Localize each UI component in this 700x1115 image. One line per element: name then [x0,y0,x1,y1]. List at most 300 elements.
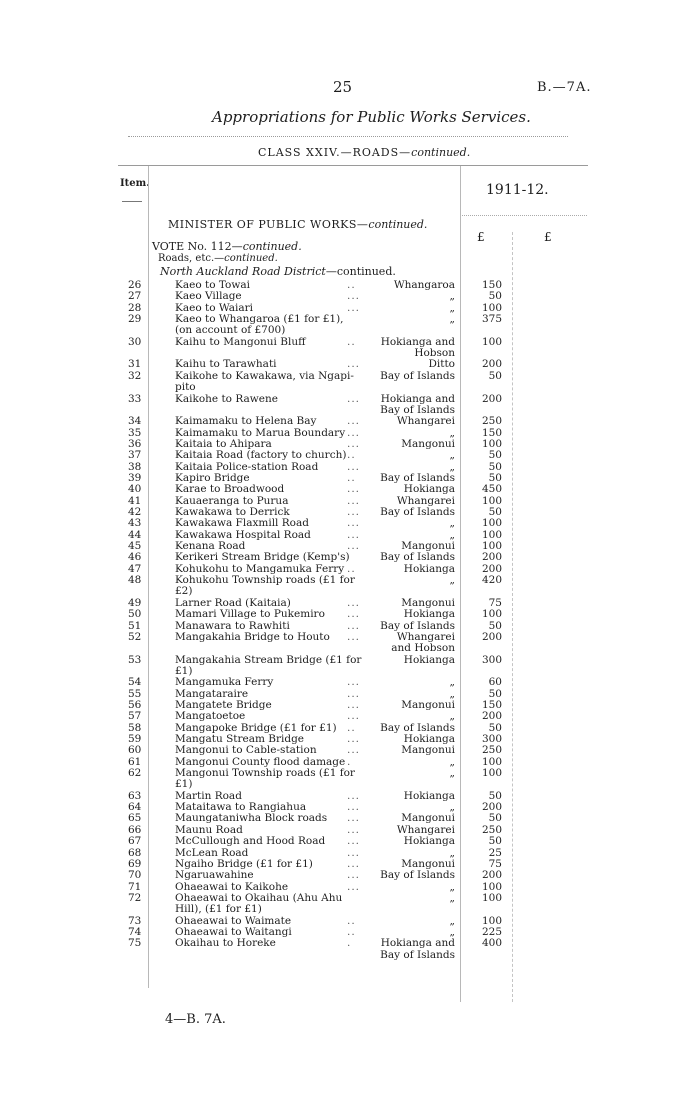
leader-dots: ... [347,857,361,870]
class-heading [258,146,470,159]
road-description: Larner Road (Kaitaia) [175,596,291,609]
amount-value: 100 [481,755,502,768]
electoral-district-continued: Hobson [414,347,455,360]
table-row [0,893,700,916]
road-description: Mangatoetoe [175,710,246,723]
table-row [0,416,700,427]
amount-value: 50 [488,290,502,303]
minister-heading-suffix: continued. [368,218,428,231]
amount-value: 150 [481,698,502,711]
electoral-district: Hokianga and [380,335,455,348]
road-description: Mangapoke Bridge (£1 for £1) [175,721,337,734]
item-column-header: Item. [120,178,150,189]
electoral-district: „ [449,426,455,439]
leader-dots: ... [347,437,361,450]
table-row [0,518,700,529]
leader-dots: ... [347,880,361,893]
road-description: Mangataraire [175,687,249,700]
road-description: Kawakawa Flaxmill Road [175,517,309,530]
electoral-district: Hokianga and [380,937,455,950]
amount-value: 75 [488,857,502,870]
leader-dots: ... [347,494,361,507]
road-description: McCullough and Hood Road [175,835,326,848]
electoral-district: „ [449,846,455,859]
leader-dots: ... [347,301,361,314]
roads-subheading [158,253,278,264]
road-description-continued: £1) [175,664,193,677]
electoral-district: Mangonui [401,596,455,609]
table-row [0,609,700,620]
item-number: 47 [128,562,142,575]
leader-dots: ... [347,687,361,700]
page-title: Appropriations for Public Works Services. [212,108,531,126]
electoral-district: Bay of Islands [380,506,455,518]
table-row [0,450,700,461]
item-number: 58 [128,721,142,734]
item-header-underline [122,201,142,202]
leader-dots: ... [347,517,361,530]
electoral-district: Bay of Islands [380,869,455,882]
road-description-continued: pito [175,381,196,394]
electoral-district: „ [449,687,455,700]
leader-dots: ... [347,528,361,541]
leader-dots: ... [347,460,361,473]
item-number: 57 [128,710,142,723]
electoral-district: Whangaroa [393,279,455,291]
road-description: Kaeo Village [175,290,242,303]
electoral-district: „ [449,574,455,587]
amount-value: 250 [481,415,502,428]
table-row [0,337,700,360]
road-description: Kaihu to Mangonui Bluff [175,335,306,348]
road-description: Kaikohe to Rawene [175,392,278,405]
electoral-district: „ [449,801,455,814]
table-row [0,371,700,394]
page-number: 25 [333,78,353,96]
item-number: 55 [128,687,142,700]
electoral-district: Hokianga [403,483,455,496]
item-number: 54 [128,676,142,689]
leader-dots: ... [347,710,361,723]
amount-value: 400 [481,937,502,950]
amount-value: 50 [488,687,502,700]
roads-subheading-prefix: Roads, etc.— [158,253,225,264]
class-heading-prefix: CLASS XXIV.—ROADS— [258,146,412,159]
amount-value: 50 [488,449,502,462]
amount-value: 200 [481,801,502,814]
electoral-district: „ [449,460,455,473]
road-description: Kaikohe to Kawakawa, via Ngapi- [175,369,354,382]
road-description: Kohukohu to Mangamuka Ferry [175,562,345,575]
leader-dots: ... [347,483,361,496]
item-number: 30 [128,335,142,348]
leader-dots: ... [347,676,361,689]
electoral-district: Whangarei [396,630,455,643]
item-number: 64 [128,801,142,814]
amount-value: 50 [488,619,502,632]
amount-value: 200 [481,869,502,882]
leader-dots: ... [347,426,361,439]
table-row [0,882,700,893]
road-description: Manawara to Rawhiti [175,619,290,632]
electoral-district: Whangarei [396,823,455,836]
item-number: 49 [128,596,142,609]
road-description: Mamari Village to Pukemiro [175,608,325,621]
road-description: Ngaiho Bridge (£1 for £1) [175,857,313,870]
electoral-district-continued: Bay of Islands [380,948,455,961]
vote-heading [152,240,302,253]
amount-value: 100 [481,767,502,780]
item-number: 36 [128,437,142,450]
leader-dots: .. [347,925,356,938]
amount-value: 375 [481,313,502,326]
amount-value: 100 [481,608,502,621]
electoral-district: „ [449,517,455,530]
leader-dots: ... [347,506,361,518]
amount-value: 100 [481,517,502,530]
item-number: 26 [128,279,142,291]
amount-value: 225 [481,925,502,938]
amount-value: 100 [481,335,502,348]
item-number: 32 [128,369,142,382]
leader-dots: ... [347,415,361,428]
leader-dots: ... [347,846,361,859]
leader-dots: ... [347,540,361,553]
road-description: Mangatete Bridge [175,698,272,711]
district-subheading [160,265,396,278]
road-description: Ohaeawai to Okaihau (Ahu Ahu [175,891,343,904]
item-number: 38 [128,460,142,473]
table-top-rule [118,165,588,166]
item-number: 35 [128,426,142,439]
minister-heading-prefix: MINISTER OF PUBLIC WORKS— [168,218,369,231]
item-number: 45 [128,540,142,553]
leader-dots: .. [347,279,356,291]
table-row [0,655,700,678]
electoral-district: Mangonui [401,812,455,825]
road-description: Mangakahia Bridge to Houto [175,630,330,643]
electoral-district: Whangarei [396,415,455,428]
leader-dots: ... [347,812,361,825]
leader-dots: ... [347,630,361,643]
leader-dots: ... [347,835,361,848]
road-description: Ohaeawai to Waimate [175,914,292,927]
amount-value: 50 [488,721,502,734]
road-description: Mangatu Stream Bridge [175,733,305,745]
leader-dots: .. [347,914,356,927]
amount-value: 50 [488,506,502,518]
item-number: 51 [128,619,142,632]
amount-value: 50 [488,369,502,382]
currency-symbol-2: £ [544,230,552,244]
electoral-district: „ [449,891,455,904]
item-number: 41 [128,494,142,507]
table-row [0,711,700,722]
leader-dots: ... [347,698,361,711]
road-description: Kaeo to Whangaroa (£1 for £1), [175,313,344,326]
road-description: Mangamuka Ferry [175,676,274,689]
leader-dots: ... [347,596,361,609]
item-number: 72 [128,891,142,904]
electoral-district: „ [449,313,455,326]
leader-dots: ... [347,869,361,882]
road-description: Kaeo to Towai [175,279,250,291]
item-number: 68 [128,846,142,859]
item-number: 44 [128,528,142,541]
electoral-district: Bay of Islands [380,369,455,382]
road-description: Mangonui Township roads (£1 for [175,767,355,780]
electoral-district: Hokianga and [380,392,455,405]
road-description: Ohaeawai to Kaikohe [175,880,289,893]
item-number: 70 [128,869,142,882]
table-row [0,870,700,881]
amount-value: 200 [481,630,502,643]
leader-dots: ... [347,392,361,405]
leader-dots: .. [347,471,356,484]
amount-value: 300 [481,653,502,666]
table-row [0,745,700,756]
leader-dots: ... [347,744,361,757]
electoral-district: „ [449,290,455,303]
leader-dots: ... [347,619,361,632]
electoral-district: „ [449,755,455,768]
table-row [0,314,700,337]
electoral-district: Whangarei [396,494,455,507]
item-number: 63 [128,789,142,802]
road-description: Kaitaia Road (factory to church) [175,449,347,462]
road-description: Kaitaia to Ahipara [175,437,272,450]
electoral-district: „ [449,449,455,462]
road-description: Mangakahia Stream Bridge (£1 for [175,653,362,666]
item-number: 71 [128,880,142,893]
amount-value: 50 [488,812,502,825]
amount-value: 100 [481,540,502,553]
electoral-district: Hokianga [403,835,455,848]
item-number: 73 [128,914,142,927]
leader-dots: ... [347,290,361,303]
road-description: Kohukohu Township roads (£1 for [175,574,355,587]
leader-dots: .. [347,449,356,462]
amount-value: 100 [481,880,502,893]
amount-value: 150 [481,279,502,291]
electoral-district: „ [449,767,455,780]
item-number: 27 [128,290,142,303]
road-description: Karae to Broadwood [175,483,285,496]
item-number: 67 [128,835,142,848]
table-row [0,541,700,552]
district-suffix: —continued. [325,265,396,278]
road-description: Mangonui County flood damage [175,755,346,768]
item-number: 39 [128,471,142,484]
amount-value: 25 [488,846,502,859]
table-row [0,768,700,791]
road-description: Kawakawa to Derrick [175,506,290,518]
road-description: Ngaruawahine [175,869,254,882]
electoral-district-continued: and Hobson [391,642,455,655]
amount-value: 100 [481,494,502,507]
item-number: 61 [128,755,142,768]
road-description-continued: £2) [175,585,193,598]
table-row [0,677,700,688]
title-rule [128,136,568,137]
vote-heading-prefix: VOTE No. 112— [152,240,243,253]
road-description: Kerikeri Stream Bridge (Kemp's) [175,551,350,564]
leader-dots: ... [347,608,361,621]
leader-dots: ... [347,823,361,836]
leader-dots: .. [347,335,356,348]
amount-value: 200 [481,562,502,575]
road-description: Kaimamaku to Marua Boundary [175,426,346,439]
amount-value: 200 [481,710,502,723]
amount-value: 50 [488,835,502,848]
item-number: 43 [128,517,142,530]
leader-dots: .. [347,562,356,575]
leader-dots: ... [347,733,361,745]
electoral-district-continued: Bay of Islands [380,403,455,416]
road-description-continued: Hill), (£1 for £1) [175,903,262,916]
amount-value: 200 [481,551,502,564]
road-description: Okaihau to Horeke [175,937,276,950]
electoral-district: Mangonui [401,437,455,450]
amount-value: 300 [481,733,502,745]
table-row [0,575,700,598]
item-number: 56 [128,698,142,711]
item-number: 29 [128,313,142,326]
item-number: 28 [128,301,142,314]
table-row [0,938,700,961]
electoral-district: Mangonui [401,698,455,711]
item-number: 50 [128,608,142,621]
road-description: Kaitaia Police-station Road [175,460,319,473]
electoral-district: Ditto [428,358,455,371]
item-number: 69 [128,857,142,870]
road-description: Maunu Road [175,823,243,836]
amount-value: 200 [481,392,502,405]
amount-value: 450 [481,483,502,496]
road-description: Kaihu to Tarawhati [175,358,277,371]
amount-value: 50 [488,471,502,484]
amount-value: 200 [481,358,502,371]
electoral-district: Hokianga [403,789,455,802]
district-name: North Auckland Road District [160,265,326,278]
road-description-continued: £1) [175,778,193,791]
amount-value: 250 [481,744,502,757]
item-number: 59 [128,733,142,745]
item-number: 33 [128,392,142,405]
table-row [0,291,700,302]
amount-value: 100 [481,301,502,314]
vote-heading-suffix: continued. [242,240,302,253]
electoral-district: Mangonui [401,857,455,870]
item-number: 74 [128,925,142,938]
road-description: Kenana Road [175,540,246,553]
electoral-district: Hokianga [403,562,455,575]
electoral-district: „ [449,880,455,893]
electoral-district: „ [449,301,455,314]
year-column-header: 1911-12. [486,182,549,198]
amount-value: 100 [481,528,502,541]
leader-dots: ... [347,358,361,371]
electoral-district: Hokianga [403,733,455,745]
leader-dots: .. [347,721,356,734]
currency-symbol-1: £ [477,230,485,244]
road-description: Maungataniwha Block roads [175,812,328,825]
road-description: McLean Road [175,846,249,859]
road-description: Kaeo to Waiari [175,301,253,314]
amount-value: 420 [481,574,502,587]
road-description: Kapiro Bridge [175,471,250,484]
amount-value: 60 [488,676,502,689]
item-number: 53 [128,653,142,666]
electoral-district: Bay of Islands [380,471,455,484]
item-number: 40 [128,483,142,496]
amount-value: 250 [481,823,502,836]
leader-dots: ... [347,801,361,814]
table-row [0,394,700,417]
item-number: 48 [128,574,142,587]
leader-dots: ... [347,789,361,802]
item-number: 34 [128,415,142,428]
item-number: 66 [128,823,142,836]
road-description: Mangonui to Cable-station [175,744,317,757]
electoral-district: Bay of Islands [380,551,455,564]
amount-value: 50 [488,789,502,802]
table-row [0,484,700,495]
amount-value: 150 [481,426,502,439]
item-number: 42 [128,506,142,518]
item-number: 52 [128,630,142,643]
item-number: 37 [128,449,142,462]
table-row [0,632,700,655]
amount-value: 75 [488,596,502,609]
item-number: 65 [128,812,142,825]
electoral-district: „ [449,676,455,689]
electoral-district: „ [449,914,455,927]
road-description: Ohaeawai to Waitangi [175,925,292,938]
amount-value: 100 [481,891,502,904]
electoral-district: Hokianga [403,608,455,621]
electoral-district: Mangonui [401,540,455,553]
road-description: Kawakawa Hospital Road [175,528,311,541]
electoral-district: „ [449,710,455,723]
amount-value: 100 [481,437,502,450]
item-number: 46 [128,551,142,564]
road-description: Mataitawa to Rangiahua [175,801,307,814]
minister-heading [168,218,427,231]
electoral-district: Hokianga [403,653,455,666]
electoral-district: „ [449,925,455,938]
document-reference: B.—7A. [537,80,592,95]
amount-value: 100 [481,914,502,927]
road-description: Martin Road [175,789,242,802]
road-description: Kauaeranga to Purua [175,494,289,507]
electoral-district: „ [449,528,455,541]
road-description-continued: (on account of £700) [175,324,286,337]
leader-dots: . [347,755,352,768]
item-number: 62 [128,767,142,780]
table-row [0,836,700,847]
item-number: 75 [128,937,142,950]
amount-value: 50 [488,460,502,473]
footer-signature: 4—B. 7A. [165,1012,226,1027]
leader-dots: . [347,937,352,950]
item-number: 31 [128,358,142,371]
class-heading-suffix: continued. [411,146,471,159]
road-description: Kaimamaku to Helena Bay [175,415,317,428]
table-row [0,303,700,314]
electoral-district: Mangonui [401,744,455,757]
item-number: 60 [128,744,142,757]
